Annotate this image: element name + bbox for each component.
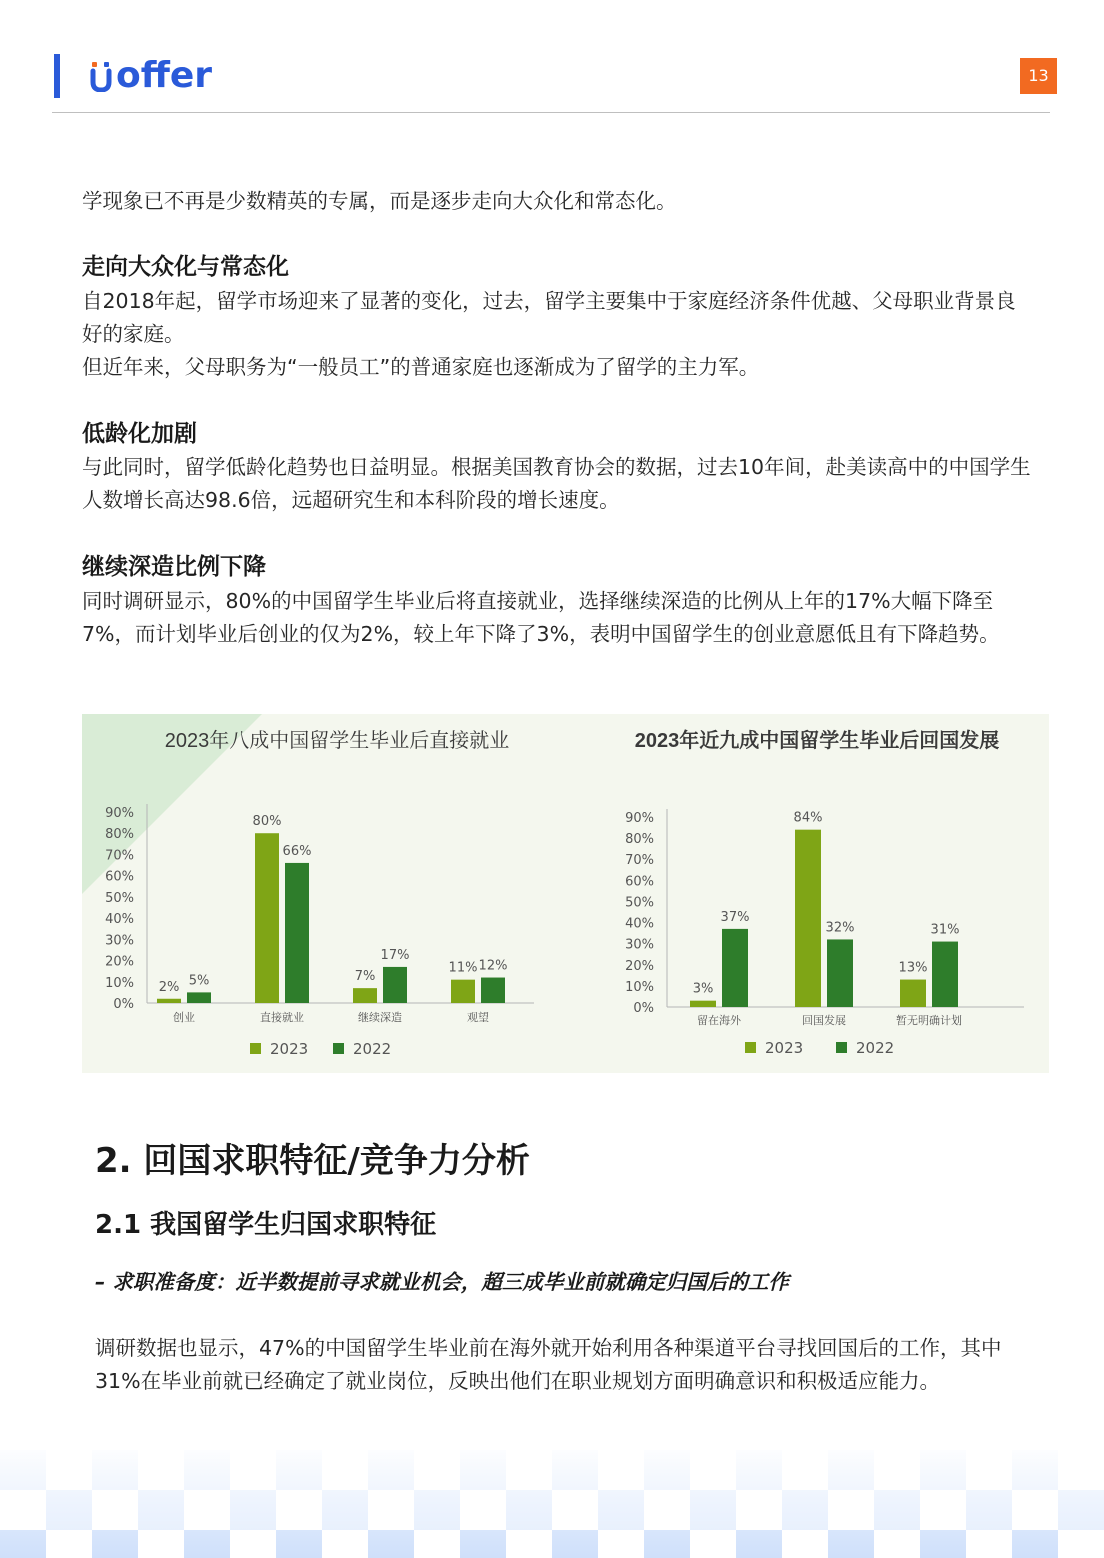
bar [285,863,309,1003]
bar-value-label: 7% [354,969,376,985]
y-tick-label: 30% [625,937,654,953]
y-tick-label: 40% [625,916,654,932]
x-category-label: 直接就业 [260,1011,304,1024]
intro-text [82,185,1032,218]
y-tick-label: 70% [105,848,134,864]
bar [383,967,407,1003]
section-body [82,585,1032,651]
section-body [82,451,1032,517]
footer-checker-pattern [0,1440,1104,1558]
header-accent-bar [54,54,60,98]
y-tick-label: 80% [625,832,654,848]
legend-swatch [333,1043,344,1054]
bar-value-label: 2% [158,979,180,995]
x-category-label: 观望 [467,1011,489,1024]
legend-swatch [745,1042,756,1053]
section-heading: 继续深造比例下降 [82,554,266,580]
x-category-label: 留在海外 [697,1014,741,1027]
legend-swatch [250,1043,261,1054]
y-tick-label: 50% [625,895,654,911]
bar [481,978,505,1003]
section-heading: 低龄化加剧 [82,421,197,447]
bar-value-label: 5% [188,973,210,989]
y-tick-label: 40% [105,912,134,928]
bar-value-label: 80% [252,814,282,830]
legend-label: 2023 [270,1040,309,1058]
intro-paragraph: 学现象已不再是少数精英的专属，而是逐步走向大众化和常态化。 [82,189,677,213]
bar [722,929,748,1007]
bar-value-label: 17% [380,947,410,963]
y-tick-label: 60% [625,874,654,890]
bar [932,942,958,1007]
section2-paragraph: 调研数据也显示，47%的中国留学生毕业前在海外就开始利用各种渠道平台寻找回国后的工作，其中31%在毕业前就已经确定了就业岗位，反映出他们在职业规划方面明确意识和积极适应能力。 [95,1336,1002,1393]
x-category-label: 继续深造 [358,1011,402,1024]
y-tick-label: 0% [633,1001,654,1016]
section-paragraph: 与此同时，留学低龄化趋势也日益明显。根据美国教育协会的数据，过去10年间，赴美读高中的中国学生人数增长高达98.6倍，远超研究生和本科阶段的增长速度。 [82,455,1031,512]
bar [827,939,853,1007]
section-paragraph: 自2018年起，留学市场迎来了显著的变化，过去，留学主要集中于家庭经济条件优越、父母职业背景良好的家庭。 [82,289,1016,346]
bar-charts [82,714,1049,1073]
bar [157,999,181,1003]
y-tick-label: 70% [625,853,654,869]
section-heading: 走向大众化与常态化 [82,254,289,280]
bar [353,988,377,1003]
bar-value-label: 31% [930,922,960,938]
italic-subheading: – 求职准备度：近半数提前寻求就业机会，超三成毕业前就确定归国后的工作 [95,1270,789,1294]
x-category-label: 创业 [173,1011,195,1024]
y-tick-label: 20% [105,954,134,970]
x-category-label: 回国发展 [802,1014,846,1027]
bar-value-label: 32% [825,920,855,936]
logo-wordmark: offer [116,55,213,96]
charts-panel [82,714,1049,1073]
section-paragraph: 但近年来，父母职务为“一般员工”的普通家庭也逐渐成为了留学的主力军。 [82,355,760,379]
legend-label: 2022 [353,1040,392,1058]
bar-value-label: 11% [448,960,478,976]
bar [187,992,211,1003]
footer-fade-overlay [0,1440,1104,1558]
section-paragraph: 同时调研显示，80%的中国留学生毕业后将直接就业，选择继续深造的比例从上年的17%大幅下降至7%，而计划毕业后创业的仅为2%，较上年下降了3%，表明中国留学生的创业意愿低且有下降趋势。 [82,589,1000,646]
logo-u-mark-icon [90,62,112,92]
y-tick-label: 20% [625,958,654,974]
section2-body [95,1332,1040,1398]
chart-title: 2023年近九成中国留学生毕业后回国发展 [634,730,1000,752]
chart-title: 2023年八成中国留学生毕业后直接就业 [164,730,510,752]
y-tick-label: 30% [105,933,134,949]
y-tick-label: 10% [105,975,134,991]
bar [900,980,926,1007]
legend-swatch [836,1042,847,1053]
bar-value-label: 84% [793,810,823,826]
legend-label: 2023 [765,1039,804,1057]
bar-value-label: 13% [898,960,928,976]
page-number-badge: 13 [1020,58,1057,94]
x-category-label: 暂无明确计划 [896,1014,962,1027]
chapter-heading: 2. 回国求职特征/竞争力分析 [95,1141,530,1181]
bar [690,1001,716,1007]
y-tick-label: 90% [105,806,134,821]
y-tick-label: 60% [105,869,134,885]
bar [795,830,821,1007]
bar-value-label: 3% [692,981,714,997]
y-tick-label: 10% [625,979,654,995]
y-tick-label: 80% [105,827,134,843]
section-body [82,285,1032,384]
header-divider [52,112,1050,113]
bar [255,833,279,1003]
legend-label: 2022 [856,1039,895,1057]
bar-value-label: 37% [720,909,750,925]
y-tick-label: 90% [625,811,654,826]
y-tick-label: 0% [113,997,134,1012]
bar [451,980,475,1003]
bar-value-label: 66% [282,843,312,859]
subsection-heading: 2.1 我国留学生归国求职特征 [95,1210,437,1240]
y-tick-label: 50% [105,890,134,906]
bar-value-label: 12% [478,958,508,974]
